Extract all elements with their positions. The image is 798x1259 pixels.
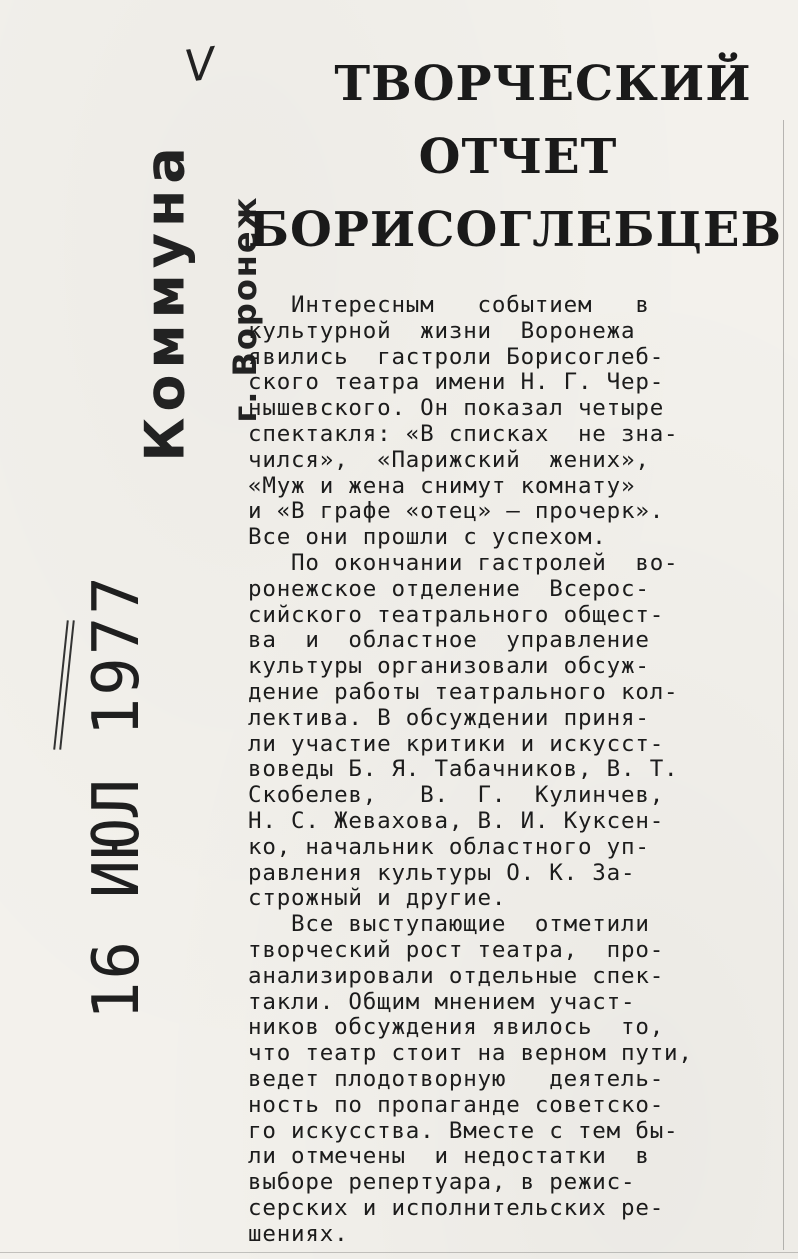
body-line: ведет плодотворную деятель-: [248, 1065, 665, 1092]
body-line: ского театра имени Н. Г. Чер-: [248, 369, 665, 396]
body-line: ность по пропаганде советско-: [248, 1091, 665, 1118]
body-line: ва и областное управление: [248, 627, 650, 654]
body-line: культуры организовали обсуж-: [248, 653, 650, 680]
body-line: дение работы театрального кол-: [248, 678, 679, 705]
body-line: Все они прошли с успехом.: [248, 524, 607, 551]
body-line: го искусства. Вместе с тем бы-: [248, 1117, 679, 1144]
clipping-edge: [783, 120, 784, 1250]
body-line: сийского театрального общест-: [248, 601, 665, 628]
date-stamp: 16 ИЮЛ 1977: [80, 574, 154, 1020]
body-line: нышевского. Он показал четыре: [248, 395, 665, 422]
body-line: ли участие критики и искусст-: [248, 730, 665, 757]
body-line: Скобелев, В. Г. Кулинчев,: [248, 782, 665, 809]
body-line: анализировали отдельные спек-: [248, 962, 665, 989]
body-line: ронежское отделение Всерос-: [248, 575, 650, 602]
body-line: Н. С. Жевахова, В. И. Куксен-: [248, 807, 665, 834]
body-line: такли. Общим мнением участ-: [248, 988, 636, 1015]
body-line: ли отмечены и недостатки в: [248, 1143, 650, 1170]
body-line: лектива. В обсуждении приня-: [248, 704, 650, 731]
publication-city: г. Воронеж: [226, 195, 264, 423]
headline-line: ТВОРЧЕСКИЙ: [334, 56, 752, 112]
body-line: серских и исполнительских ре-: [248, 1194, 665, 1221]
body-line: шениях.: [248, 1220, 349, 1247]
body-line: Интересным событием в: [248, 292, 650, 318]
body-line: чился», «Парижский жених»,: [248, 446, 650, 473]
handwritten-checkmark: V: [181, 38, 219, 93]
body-line: творческий рост театра, про-: [248, 936, 665, 963]
body-line: явились гастроли Борисоглеб-: [248, 343, 665, 370]
body-line: выборе репертуара, в режис-: [248, 1169, 636, 1196]
body-line: равления культуры О. К. За-: [248, 859, 636, 886]
article-headline: [248, 48, 783, 267]
body-line: и «В графе «отец» — прочерк».: [248, 498, 665, 525]
headline-line: БОРИСОГЛЕБЦЕВ: [248, 202, 783, 258]
body-line: спектакля: «В списках не зна-: [248, 420, 679, 447]
headline-line: ОТЧЕТ: [418, 129, 618, 185]
body-line: «Муж и жена снимут комнату»: [248, 472, 636, 499]
date-stamp-lines: [60, 620, 72, 750]
body-line: строжный и другие.: [248, 885, 507, 912]
body-line: культурной жизни Воронежа: [248, 317, 636, 344]
body-line: Все выступающие отметили: [248, 911, 650, 938]
body-line: что театр стоит на верном пути,: [248, 1040, 693, 1067]
body-line: По окончании гастролей во-: [248, 549, 679, 576]
body-line: воведы Б. Я. Табачников, В. Т.: [248, 756, 679, 783]
article: [248, 48, 783, 1247]
source-stamp: [80, 130, 264, 480]
publication-name: Коммуна: [133, 141, 197, 462]
body-line: ко, начальник областного уп-: [248, 833, 650, 860]
clipping-bottom-edge: [0, 1252, 798, 1253]
body-line: ников обсуждения явилось то,: [248, 1014, 665, 1041]
article-body: [248, 293, 778, 1247]
